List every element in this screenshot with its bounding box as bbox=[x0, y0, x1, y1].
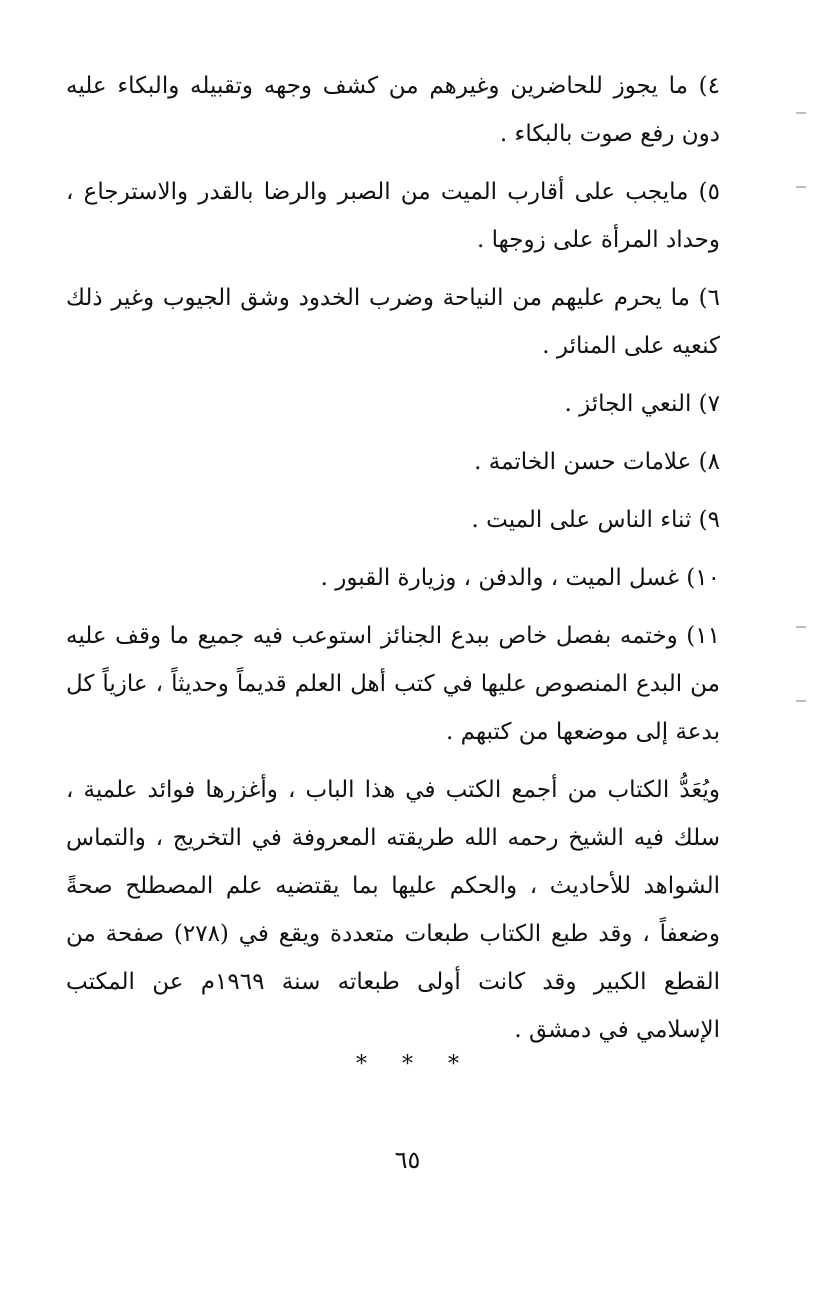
separator-star: * bbox=[448, 1052, 459, 1077]
page-number: ٦٥ bbox=[394, 1146, 421, 1174]
page-body bbox=[66, 62, 720, 1064]
margin-mark bbox=[796, 186, 806, 188]
margin-mark bbox=[796, 626, 806, 628]
section-separator bbox=[0, 1052, 815, 1077]
paragraph-item-10: ١٠) غسل الميت ، والدفن ، وزيارة القبور . bbox=[320, 565, 720, 591]
separator-star: * bbox=[402, 1052, 413, 1077]
paragraph-item-7: ٧) النعي الجائز . bbox=[564, 391, 720, 417]
paragraph-item-6: ٦) ما يحرم عليهم من النياحة وضرب الخدود وشق الجيوب وغير ذلك كنعيه على المنائر . bbox=[66, 285, 720, 359]
paragraph-book-description: ويُعَدُّ الكتاب من أجمع الكتب في هذا الباب ، وأغزرها فوائد علمية ، سلك فيه الشيخ رحمه الله طريقته المعروفة في التخريج ، والتماس الشواهد للأحاديث ، والحكم عليها بما يقتضيه علم المصطلح صحةً وضعفاً ، وقد طبع الكتاب طبعات متعددة ويقع في (٢٧٨) صفحة من القطع الكبير وقد كانت أولى طبعاته سنة ١٩٦٩م عن المكتب الإسلامي في دمشق . bbox=[66, 777, 721, 1043]
paragraph-item-4: ٤) ما يجوز للحاضرين وغيرهم من كشف وجهه وتقبيله والبكاء عليه دون رفع صوت بالبكاء . bbox=[66, 73, 720, 147]
paragraph-item-5: ٥) مايجب على أقارب الميت من الصبر والرضا بالقدر والاسترجاع ، وحداد المرأة على زوجها . bbox=[66, 179, 720, 253]
paragraph-item-8: ٨) علامات حسن الخاتمة . bbox=[474, 449, 720, 475]
paragraph-item-9: ٩) ثناء الناس على الميت . bbox=[471, 507, 720, 533]
separator-star: * bbox=[356, 1052, 367, 1077]
margin-mark bbox=[796, 700, 806, 702]
paragraph-item-11: ١١) وختمه بفصل خاص ببدع الجنائز استوعب فيه جميع ما وقف عليه من البدع المنصوص عليها في كتب أهل العلم قديماً وحديثاً ، عازياً كل بدعة إلى موضعها من كتبهم . bbox=[66, 623, 720, 745]
margin-mark bbox=[796, 112, 806, 114]
